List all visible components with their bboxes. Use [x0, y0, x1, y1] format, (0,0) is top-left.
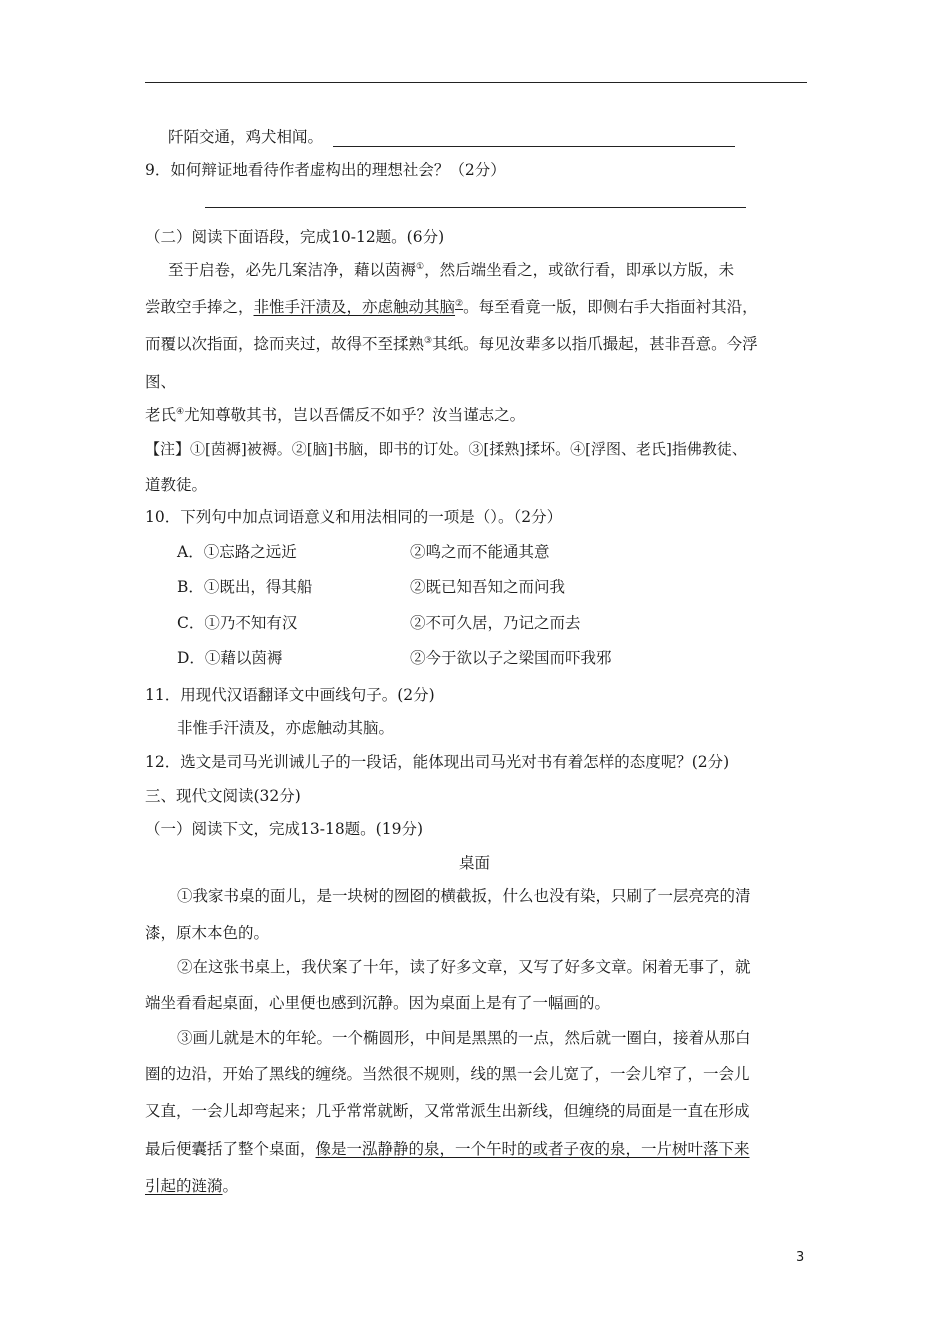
- text-line: 阡陌交通，鸡犬相闻。: [168, 127, 735, 147]
- text-line: 尝敢空手捧之，非惟手汗渍及，亦虑触动其脑②。每至看竟一版，即侧右手大指面衬其沿，: [145, 298, 758, 316]
- section-heading: （一）阅读下文，完成13-18题。(19分): [145, 820, 424, 838]
- paragraph-line: 又直，一会儿却弯起来；几乎常常就断，又常常派生出新线，但缠绕的局面是一直在形成: [145, 1102, 750, 1120]
- text-line: 图、: [145, 373, 177, 391]
- section-heading: （二）阅读下面语段，完成10-12题。(6分): [145, 228, 445, 246]
- paragraph-line: 最后便囊括了整个桌面，像是一泓静静的泉，一个午时的或者子夜的泉，一片树叶落下来: [145, 1140, 750, 1158]
- option-d: D．①藉以茵褥: [177, 649, 283, 667]
- underlined-sentence: 非惟手汗渍及，亦虑触动其脑: [253, 298, 456, 316]
- option-c: C．①乃不知有汉: [177, 614, 298, 632]
- notes: 【注】①[茵褥]被褥。②[脑]书脑，即书的订处。③[揉熟]揉坏。④[浮图、老氏]指佛教徒、: [145, 440, 747, 458]
- paragraph-line: 漆，原木本色的。: [145, 924, 270, 942]
- text-line: 道教徒。: [145, 476, 208, 494]
- underlined-sentence: 引起的涟漪: [145, 1177, 223, 1195]
- question-9: 9．如何辩证地看待作者虚构出的理想社会？（2分）: [145, 161, 506, 179]
- answer-blank[interactable]: [333, 134, 735, 147]
- paragraph-line: ②在这张书桌上，我伏案了十年，读了好多文章，又写了好多文章。闲着无事了，就: [177, 958, 751, 976]
- header-rule: [145, 82, 807, 83]
- question-12: 12．选文是司马光训诫儿子的一段话，能体现出司马光对书有着怎样的态度呢？(2分): [145, 753, 730, 771]
- section-heading: 三、现代文阅读(32分): [145, 787, 301, 805]
- option-c-2: ②不可久居，乃记之而去: [410, 614, 581, 632]
- text-line: 老氏④尤知尊敬其书，岂以吾儒反不如乎？汝当谨志之。: [145, 406, 526, 424]
- paragraph-line: ①我家书桌的面儿，是一块树的囫囵的横截扳，什么也没有染，只刷了一层亮亮的清: [177, 887, 751, 905]
- paragraph-line: 端坐看看起桌面，心里便也感到沉静。因为桌面上是有了一幅画的。: [145, 994, 611, 1012]
- text-line: 至于启卷，必先几案洁净，藉以茵褥①，然后端坐看之，或欲行看，即承以方版，未: [168, 261, 735, 279]
- paragraph-line: 引起的涟漪。: [145, 1177, 239, 1195]
- paragraph-line: ③画儿就是木的年轮。一个椭圆形，中间是黑黑的一点，然后就一圈白，接着从那白: [177, 1029, 751, 1047]
- option-a: A．①忘路之远近: [177, 543, 297, 561]
- option-b-2: ②既已知吾知之而问我: [410, 578, 566, 596]
- option-d-2: ②今于欲以子之梁国而吓我邪: [410, 649, 612, 667]
- text-line: 而覆以次指面，捻而夹过，故得不至揉熟③其纸。每见汝辈多以指爪撮起，甚非吾意。今浮: [145, 335, 758, 353]
- question-10: 10．下列句中加点词语意义和用法相同的一项是（）。（2分）: [145, 508, 563, 526]
- text-line: 非惟手汗渍及，亦虑触动其脑。: [177, 719, 395, 737]
- question-11: 11．用现代汉语翻译文中画线句子。(2分): [145, 686, 435, 704]
- underlined-sentence: 像是一泓静静的泉，一个午时的或者子夜的泉，一片树叶落下来: [315, 1140, 750, 1158]
- paragraph-line: 圈的边沿，开始了黑线的缠绕。当然很不规则，线的黑一会儿宽了，一会儿窄了，一会儿: [145, 1065, 750, 1083]
- option-a-2: ②鸣之而不能通其意: [410, 543, 550, 561]
- option-b: B．①既出，得其船: [177, 578, 313, 596]
- page-number: 3: [796, 1250, 805, 1265]
- article-title: 桌面: [459, 854, 491, 872]
- answer-blank[interactable]: [205, 207, 746, 208]
